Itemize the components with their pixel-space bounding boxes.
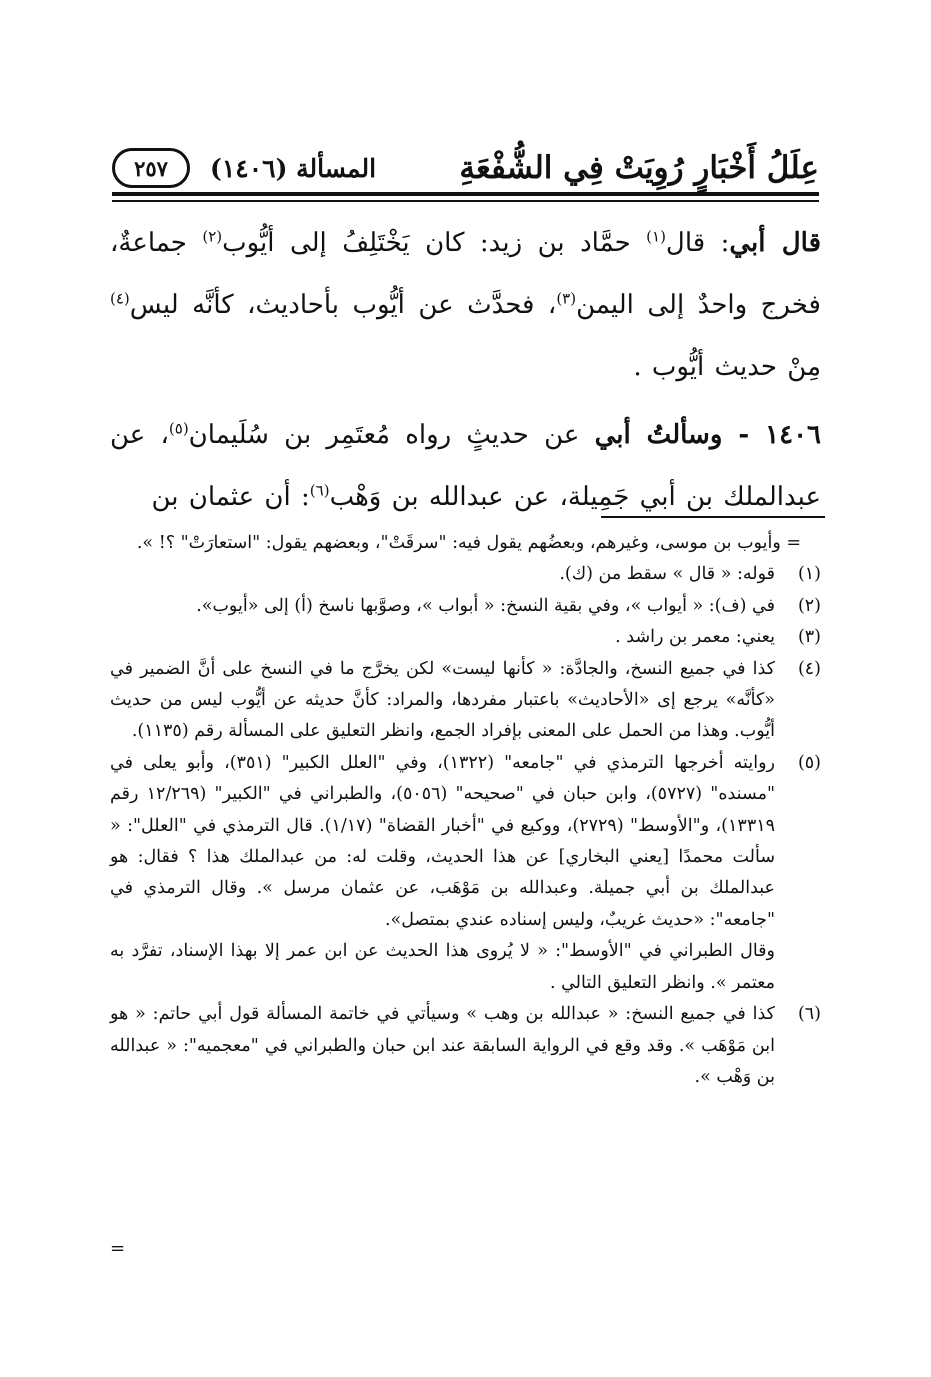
header-rule: [112, 192, 819, 196]
text-run: حمَّاد بن زيد: كان يَخْتَلِفُ إلى أيُّوب: [222, 228, 647, 258]
footnote-body: [110, 622, 775, 653]
main-text: [110, 212, 821, 528]
issue-paragraph: [110, 404, 821, 528]
running-header: [112, 140, 819, 196]
footnote-ref: (٢): [202, 227, 223, 246]
footnote-body: [110, 748, 775, 999]
footnote-continuation: = وأيوب بن موسى، وغيرهم، وبعضُهم يقول فيه: "سرقَتْ"، وبعضهم يقول: "استعارَتْ" ؟! ».: [136, 533, 801, 553]
text-run: عن حديثٍ رواه مُعتَمِر بن سُلَيمان: [188, 420, 595, 450]
footnote-4: [110, 654, 821, 748]
footnote-2: [110, 591, 821, 622]
footnote-text: كذا في جميع النسخ، والجادَّة: « كأنها ليست» لكن يخرَّج ما في النسخ على أنَّ الضمير في «كأنَّه» يرجع إى «الأحاديث» باعتبار مفردها، والمراد: كأنَّ حديثه عن أيُّوب ليس من حديث أيُّوب. وهذا من الحمل على المعنى بإفراد الجمع، وانظر التعليق على المسألة رقم (١١٣٥).: [110, 658, 775, 742]
footnotes: [110, 528, 821, 1093]
issue-lead: ١٤٠٦ - وسألتُ أبي: [594, 420, 822, 450]
footnote-ref: (٦): [309, 481, 330, 500]
footnote-ref: (٣): [556, 289, 577, 308]
footnote-text: يعني: معمر بن راشد .: [615, 627, 775, 648]
issue-label: المسألة (١٤٠٦): [210, 153, 377, 183]
text-run: جماعةٌ، فخرج واحدٌ إلى اليمن: [110, 228, 821, 320]
header-rule-thin: [112, 200, 819, 202]
footnote-1: [110, 559, 821, 590]
footnote-number: (١): [797, 564, 821, 585]
footnote-ref: (٤): [110, 289, 130, 308]
footnote-body: [110, 591, 775, 622]
footnote-number: (٦): [797, 1004, 821, 1025]
header-title: عِلَلُ أَخْبَارٍ رُوِيَتْ فِي الشُّفْعَةِ: [459, 149, 819, 186]
footnote-body: [110, 559, 775, 590]
footnote-body: [110, 999, 775, 1093]
footnote-body: [110, 654, 775, 748]
footnote-text: في (ف): « أيواب »، وفي بقية النسخ: « أبواب »، وصوَّبها ناسخ (أ) إلى «أيوب».: [196, 595, 775, 616]
footnote-number: (٢): [797, 595, 821, 616]
footnote-text: قوله: « قال » سقط من (ك).: [559, 564, 775, 585]
text-run: : قال: [665, 228, 730, 258]
main-paragraph: [110, 212, 821, 398]
footnote-6: [110, 999, 821, 1093]
header-left-group: [112, 148, 376, 188]
text-run: ، عن عبدالملك بن أبي جَمِيلة، عن عبدالله بن وَهْب: [110, 420, 821, 512]
text-run: مِنْ حديث أيُّوب .: [633, 352, 821, 382]
footnote-3: [110, 622, 821, 653]
footnote-text: كذا في جميع النسخ: « عبدالله بن وهب » وسيأتي في خاتمة المسألة قول أبي حاتم: « هو ابن مَوْهَب ». وقد وقع في الرواية السابقة عند ابن حبان والطبراني في "معجميه": « عبدالله بن وَهْب ».: [110, 1004, 775, 1087]
footnote-text: وقال الطبراني في "الأوسط": « لا يُروى هذا الحديث عن ابن عمر إلا بهذا الإسناد، تفرَّد به معتمر ». وانظر التعليق التالي .: [110, 941, 775, 993]
continuation-marker: =: [110, 1238, 126, 1259]
footnote-ref: (١): [646, 227, 666, 246]
speaker-lead: قال أبي: [729, 228, 822, 258]
footnote-text: روايته أخرجها الترمذي في "جامعه" (١٣٢٢)، وفي "العلل الكبير" (٣٥١)، وأبو يعلى في "مسنده" (٥٧٢٧)، وابن حبان في "صحيحه" (٥٠٥٦)، والطبراني في "الكبير" (١٢/٢٦٩ رقم ١٣٣١٩)، و"الأوسط" (٢٧٢٩)، ووكيع في "أخبار القضاة" (١/١٧). قال الترمذي في "العلل": « سألت محمدًا [يعني البخاري] عن هذا الحديث، وقلت له: من عبدالملك هذا ؟ فقال: هو عبدالملك بن أبي جميلة. وعبدالله بن مَوْهَب، عن عثمان مرسل ». وقال الترمذي في "جامعه": «حديث غريبٌ، وليس إسناده عندي بمتصل».: [110, 752, 776, 930]
footnote-number: (٣): [797, 627, 821, 648]
footnote-5: [110, 748, 821, 999]
text-run: : أن عثمان بن: [151, 482, 310, 512]
page-number-badge: ٢٥٧: [112, 148, 190, 188]
footnote-number: (٥): [797, 752, 821, 773]
text-run: ، فحدَّث عن أيُّوب بأحاديث، كأنَّه ليس: [129, 290, 557, 320]
footnote-number: (٤): [797, 658, 821, 679]
footnote-ref: (٥): [168, 419, 189, 438]
footnote-separator: [601, 516, 825, 518]
